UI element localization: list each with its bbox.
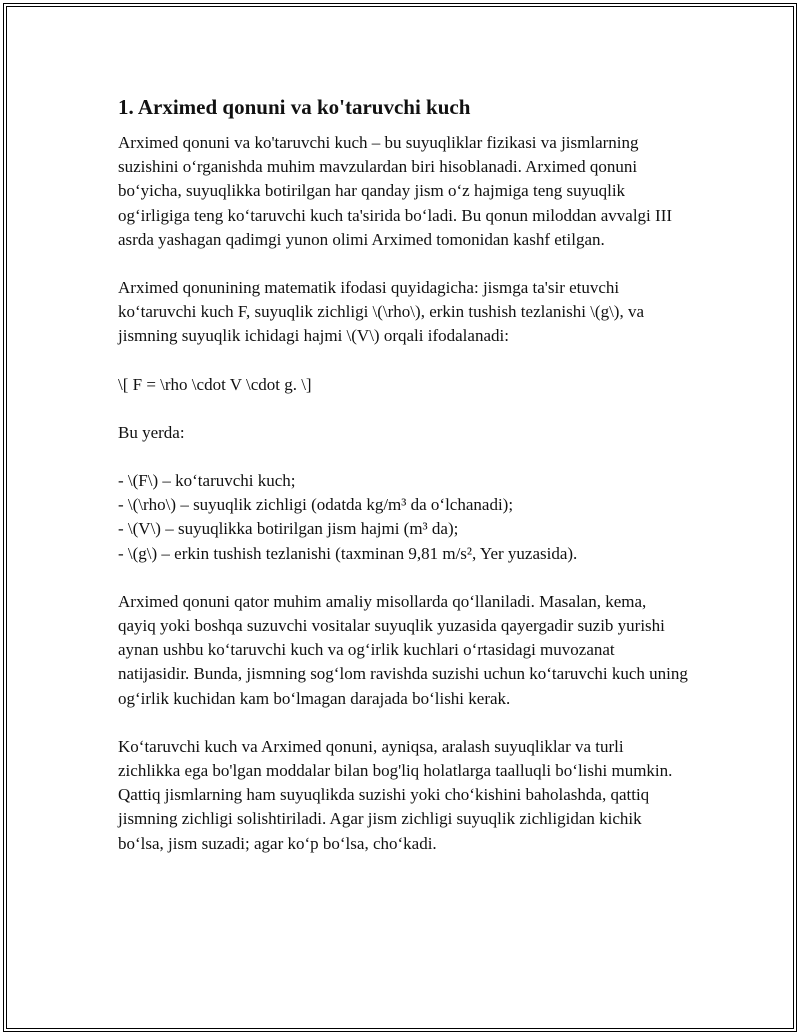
paragraph-intro: Arximed qonuni va ko'taruvchi kuch – bu suyuqliklar fizikasi va jismlarning suzishini o‘rganishda muhim mavzulardan biri hisoblanadi. Arximed qonuni bo‘yicha, suyuqlikka botirilgan har qanday jism o‘z hajmiga teng suyuqlik og‘irligiga teng ko‘taruvchi kuch ta'sirida bo‘ladi. Bu qonun miloddan avvalgi III asrda yashagan qadimgi yunon olimi Arximed tomonidan kashf etilgan.: [118, 133, 673, 249]
definition-item: - \(F\) – ko‘taruvchi kuch;: [118, 471, 296, 491]
definition-item: - \(g\) – erkin tushish tezlanishi (taxminan 9,81 m/s², Yer yuzasida).: [118, 543, 578, 563]
paragraph-gap: [118, 397, 688, 421]
paragraph-gap: [118, 349, 688, 373]
paragraph-gap: [118, 445, 688, 469]
paragraph-formula-description: Arximed qonunining matematik ifodasi quyidagicha: jismga ta'sir etuvchi ko‘taruvchi kuch F, suyuqlik zichligi \(\rho\), erkin tushish tezlanishi \(g\), va jismning suyuqlik ichidagi hajmi \(V\) orqali ifodalanadi:: [118, 278, 645, 346]
formula-line: \[ F = \rho \cdot V \cdot g. \]: [118, 374, 312, 394]
definition-item: - \(\rho\) – suyuqlik zichligi (odatda kg/m³ da o‘lchanadi);: [118, 495, 514, 515]
paragraph-density: Ko‘taruvchi kuch va Arximed qonuni, ayniqsa, aralash suyuqliklar va turli zichlikka ega bo'lgan moddalar bilan bog'liq holatlarga taalluqli bo‘lishi mumkin. Qattiq jismlarning ham suyuqlikda suzishi yoki cho‘kishini baholashda, qattiq jismning zichligi solishtiriladi. Agar jism zichligi suyuqlik zichligidan kichik bo‘lsa, jism suzadi; agar ko‘p bo‘lsa, cho‘kadi.: [118, 736, 673, 853]
paragraph-gap: [118, 566, 688, 590]
document-body: [118, 93, 688, 856]
paragraph-gap: [118, 252, 688, 276]
where-label: Bu yerda:: [118, 422, 185, 442]
paragraph-applications: Arximed qonuni qator muhim amaliy misollarda qo‘llaniladi. Masalan, kema, qayiq yoki boshqa suzuvchi vositalar suyuqlik yuzasida qayergadir suzib yurishi aynan ushbu ko‘taruvchi kuch va og‘irlik kuchlari o‘rtasidagi muvozanat natijasidir. Bunda, jismning sog‘lom ravishda suzishi uchun ko‘taruvchi kuch uning og‘irlik kuchidan kam bo‘lmagan darajada bo‘lishi kerak.: [118, 591, 688, 708]
definition-item: - \(V\) – suyuqlikka botirilgan jism hajmi (m³ da);: [118, 519, 459, 539]
definition-list: [118, 469, 688, 566]
section-title: 1. Arximed qonuni va ko'taruvchi kuch: [118, 95, 471, 119]
paragraph-gap: [118, 711, 688, 735]
